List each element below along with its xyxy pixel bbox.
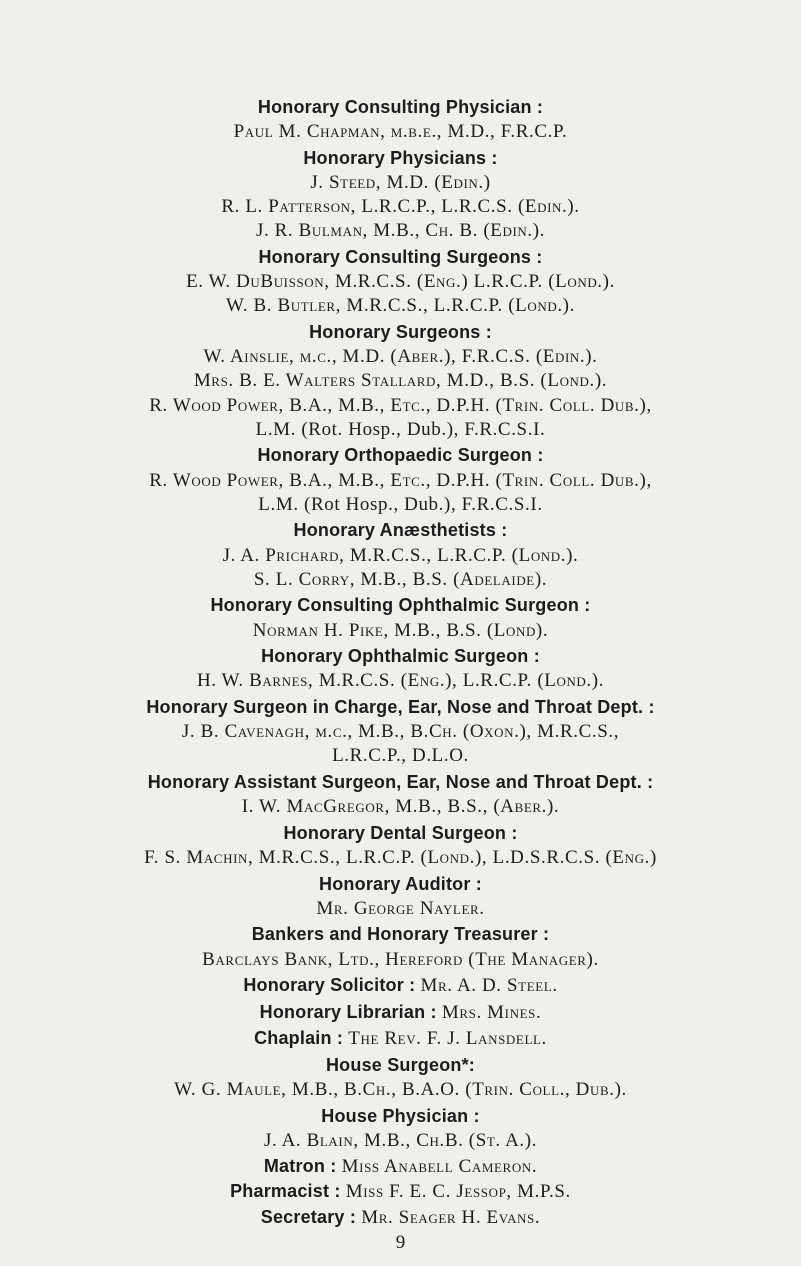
staff-entry: Mr. Seager H. Evans. bbox=[361, 1207, 541, 1228]
staff-entry: W. Ainslie, m.c., M.D. (Aber.), F.R.C.S. (Edin.). bbox=[203, 346, 598, 367]
section-heading: House Surgeon*: bbox=[325, 1055, 475, 1075]
staff-entry: W. G. Maule, M.B., B.Ch., B.A.O. (Trin. Coll., Dub.). bbox=[174, 1079, 627, 1100]
staff-entry: E. W. DuBuisson, M.R.C.S. (Eng.) L.R.C.P. (Lond.). bbox=[186, 271, 615, 292]
inline-entry bbox=[0, 1029, 801, 1048]
staff-entry: J. R. Bulman, M.B., Ch. B. (Edin.). bbox=[255, 220, 546, 241]
inline-entry bbox=[0, 1003, 801, 1022]
staff-entry: F. S. Machin, M.R.C.S., L.R.C.P. (Lond.), L.D.S.R.C.S. (Eng.) bbox=[144, 847, 657, 868]
section-heading: Honorary Orthopaedic Surgeon : bbox=[257, 445, 544, 465]
section-heading: Honorary Consulting Surgeons : bbox=[258, 247, 543, 267]
section-heading: Honorary Surgeon in Charge, Ear, Nose and Throat Dept. : bbox=[146, 697, 655, 717]
staff-entry: Miss F. E. C. Jessop, M.P.S. bbox=[345, 1181, 571, 1202]
section-heading: Honorary Ophthalmic Surgeon : bbox=[261, 646, 540, 666]
staff-entry: L.M. (Rot Hosp., Dub.), F.R.C.S.I. bbox=[258, 494, 543, 515]
staff-entry: Miss Anabell Cameron. bbox=[341, 1156, 538, 1177]
section-heading: Honorary Consulting Physician : bbox=[257, 97, 544, 117]
staff-entry: L.M. (Rot. Hosp., Dub.), F.R.C.S.I. bbox=[255, 419, 546, 440]
page-number: 9 bbox=[395, 1232, 406, 1253]
staff-entry: R. Wood Power, B.A., M.B., Etc., D.P.H. (Trin. Coll. Dub.), bbox=[149, 470, 652, 491]
inline-entry bbox=[0, 976, 801, 995]
section-heading: Honorary Solicitor : bbox=[243, 975, 421, 995]
staff-entry: L.R.C.P., D.L.O. bbox=[332, 745, 469, 766]
staff-entry: Mr. A. D. Steel. bbox=[420, 975, 558, 996]
staff-entry: S. L. Corry, M.B., B.S. (Adelaide). bbox=[253, 569, 548, 590]
section-heading: Honorary Dental Surgeon : bbox=[283, 823, 518, 843]
section-heading: Honorary Librarian : bbox=[259, 1002, 442, 1022]
staff-entry: W. B. Butler, M.R.C.S., L.R.C.P. (Lond.). bbox=[226, 295, 575, 316]
staff-entry: I. W. MacGregor, M.B., B.S., (Aber.). bbox=[241, 796, 560, 817]
inline-entry bbox=[0, 1208, 801, 1227]
section-heading: House Physician : bbox=[321, 1106, 480, 1126]
section-heading: Honorary Physicians : bbox=[303, 148, 498, 168]
staff-entry: Mrs. B. E. Walters Stallard, M.D., B.S. (Lond.). bbox=[193, 370, 608, 391]
staff-entry: The Rev. F. J. Lansdell. bbox=[348, 1028, 547, 1049]
section-heading: Honorary Assistant Surgeon, Ear, Nose and Throat Dept. : bbox=[147, 772, 654, 792]
staff-entry: R. L. Patterson, L.R.C.P., L.R.C.S. (Edin.). bbox=[221, 196, 580, 217]
staff-entry: R. Wood Power, B.A., M.B., Etc., D.P.H. (Trin. Coll. Dub.), bbox=[149, 395, 652, 416]
section-heading: Honorary Auditor : bbox=[319, 874, 482, 894]
staff-entry: Norman H. Pike, M.B., B.S. (Lond). bbox=[252, 620, 549, 641]
staff-entry: Barclays Bank, Ltd., Hereford (The Manager). bbox=[202, 949, 599, 970]
section-heading: Chaplain : bbox=[254, 1028, 349, 1048]
staff-entry: Mr. George Nayler. bbox=[316, 898, 485, 919]
inline-entry bbox=[0, 1157, 801, 1176]
section-heading: Secretary : bbox=[260, 1207, 362, 1227]
section-heading: Pharmacist : bbox=[230, 1181, 346, 1201]
staff-entry: Mrs. Mines. bbox=[441, 1002, 542, 1023]
staff-entry: J. B. Cavenagh, m.c., M.B., B.Ch. (Oxon.), M.R.C.S., bbox=[181, 721, 620, 742]
section-heading: Honorary Consulting Ophthalmic Surgeon : bbox=[210, 595, 591, 615]
staff-entry: J. Steed, M.D. (Edin.) bbox=[310, 172, 491, 193]
section-heading: Honorary Surgeons : bbox=[309, 322, 492, 342]
section-heading: Bankers and Honorary Treasurer : bbox=[251, 924, 550, 944]
section-heading: Matron : bbox=[263, 1156, 342, 1176]
staff-entry: Paul M. Chapman, m.b.e., M.D., F.R.C.P. bbox=[233, 121, 568, 142]
inline-entry bbox=[0, 1182, 801, 1201]
staff-entry: J. A. Prichard, M.R.C.S., L.R.C.P. (Lond.). bbox=[222, 545, 579, 566]
staff-entry: J. A. Blain, M.B., Ch.B. (St. A.). bbox=[263, 1130, 538, 1151]
section-heading: Honorary Anæsthetists : bbox=[293, 520, 508, 540]
staff-entry: H. W. Barnes, M.R.C.S. (Eng.), L.R.C.P. (Lond.). bbox=[196, 670, 605, 691]
